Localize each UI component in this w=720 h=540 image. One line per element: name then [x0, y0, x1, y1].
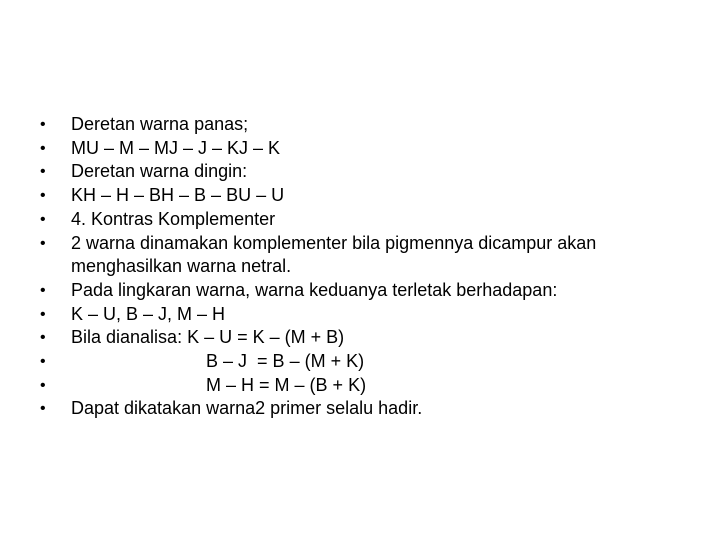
bullet-icon: • [40, 329, 46, 347]
bullet-list [40, 113, 680, 421]
bullet-icon: • [40, 163, 46, 181]
list-item-text: MU – M – MJ – J – KJ – K [71, 137, 281, 158]
bullet-icon: • [40, 210, 46, 228]
bullet-icon: • [40, 139, 46, 157]
bullet-icon: • [40, 400, 46, 418]
list-item-text: 4. Kontras Komplementer [71, 208, 276, 229]
list-item [40, 374, 680, 398]
list-item-text: Pada lingkaran warna, warna keduanya terletak berhadapan: [71, 279, 558, 300]
list-item-text: B – J = B – (M + K) [71, 351, 365, 372]
list-item [40, 279, 680, 303]
bullet-icon: • [40, 116, 46, 133]
bullet-icon: • [40, 234, 46, 252]
bullet-icon: • [40, 376, 46, 394]
list-item-text: Dapat dikatakan warna2 primer selalu hadir. [71, 398, 423, 419]
bullet-icon: • [40, 187, 46, 205]
list-item [40, 208, 680, 232]
list-item [40, 350, 680, 374]
list-item-text: M – H = M – (B + K) [71, 374, 367, 395]
list-item [40, 397, 680, 421]
list-item [40, 113, 680, 137]
list-item-text: 2 warna dinamakan komplementer bila pigmennya dicampur akan menghasilkan warna netral. [71, 232, 597, 277]
list-item-text: KH – H – BH – B – BU – U [71, 185, 285, 206]
list-item-text: Deretan warna dingin: [71, 161, 248, 182]
list-item [40, 326, 680, 350]
list-item-text: Deretan warna panas; [71, 114, 249, 134]
bullet-icon: • [40, 353, 46, 371]
list-item [40, 232, 680, 279]
list-item [40, 160, 680, 184]
list-item [40, 303, 680, 327]
list-item [40, 184, 680, 208]
bullet-icon: • [40, 305, 46, 323]
list-item [40, 137, 680, 161]
list-item-text: K – U, B – J, M – H [71, 303, 226, 324]
list-item-text: Bila dianalisa: K – U = K – (M + B) [71, 327, 345, 348]
bullet-icon: • [40, 281, 46, 299]
